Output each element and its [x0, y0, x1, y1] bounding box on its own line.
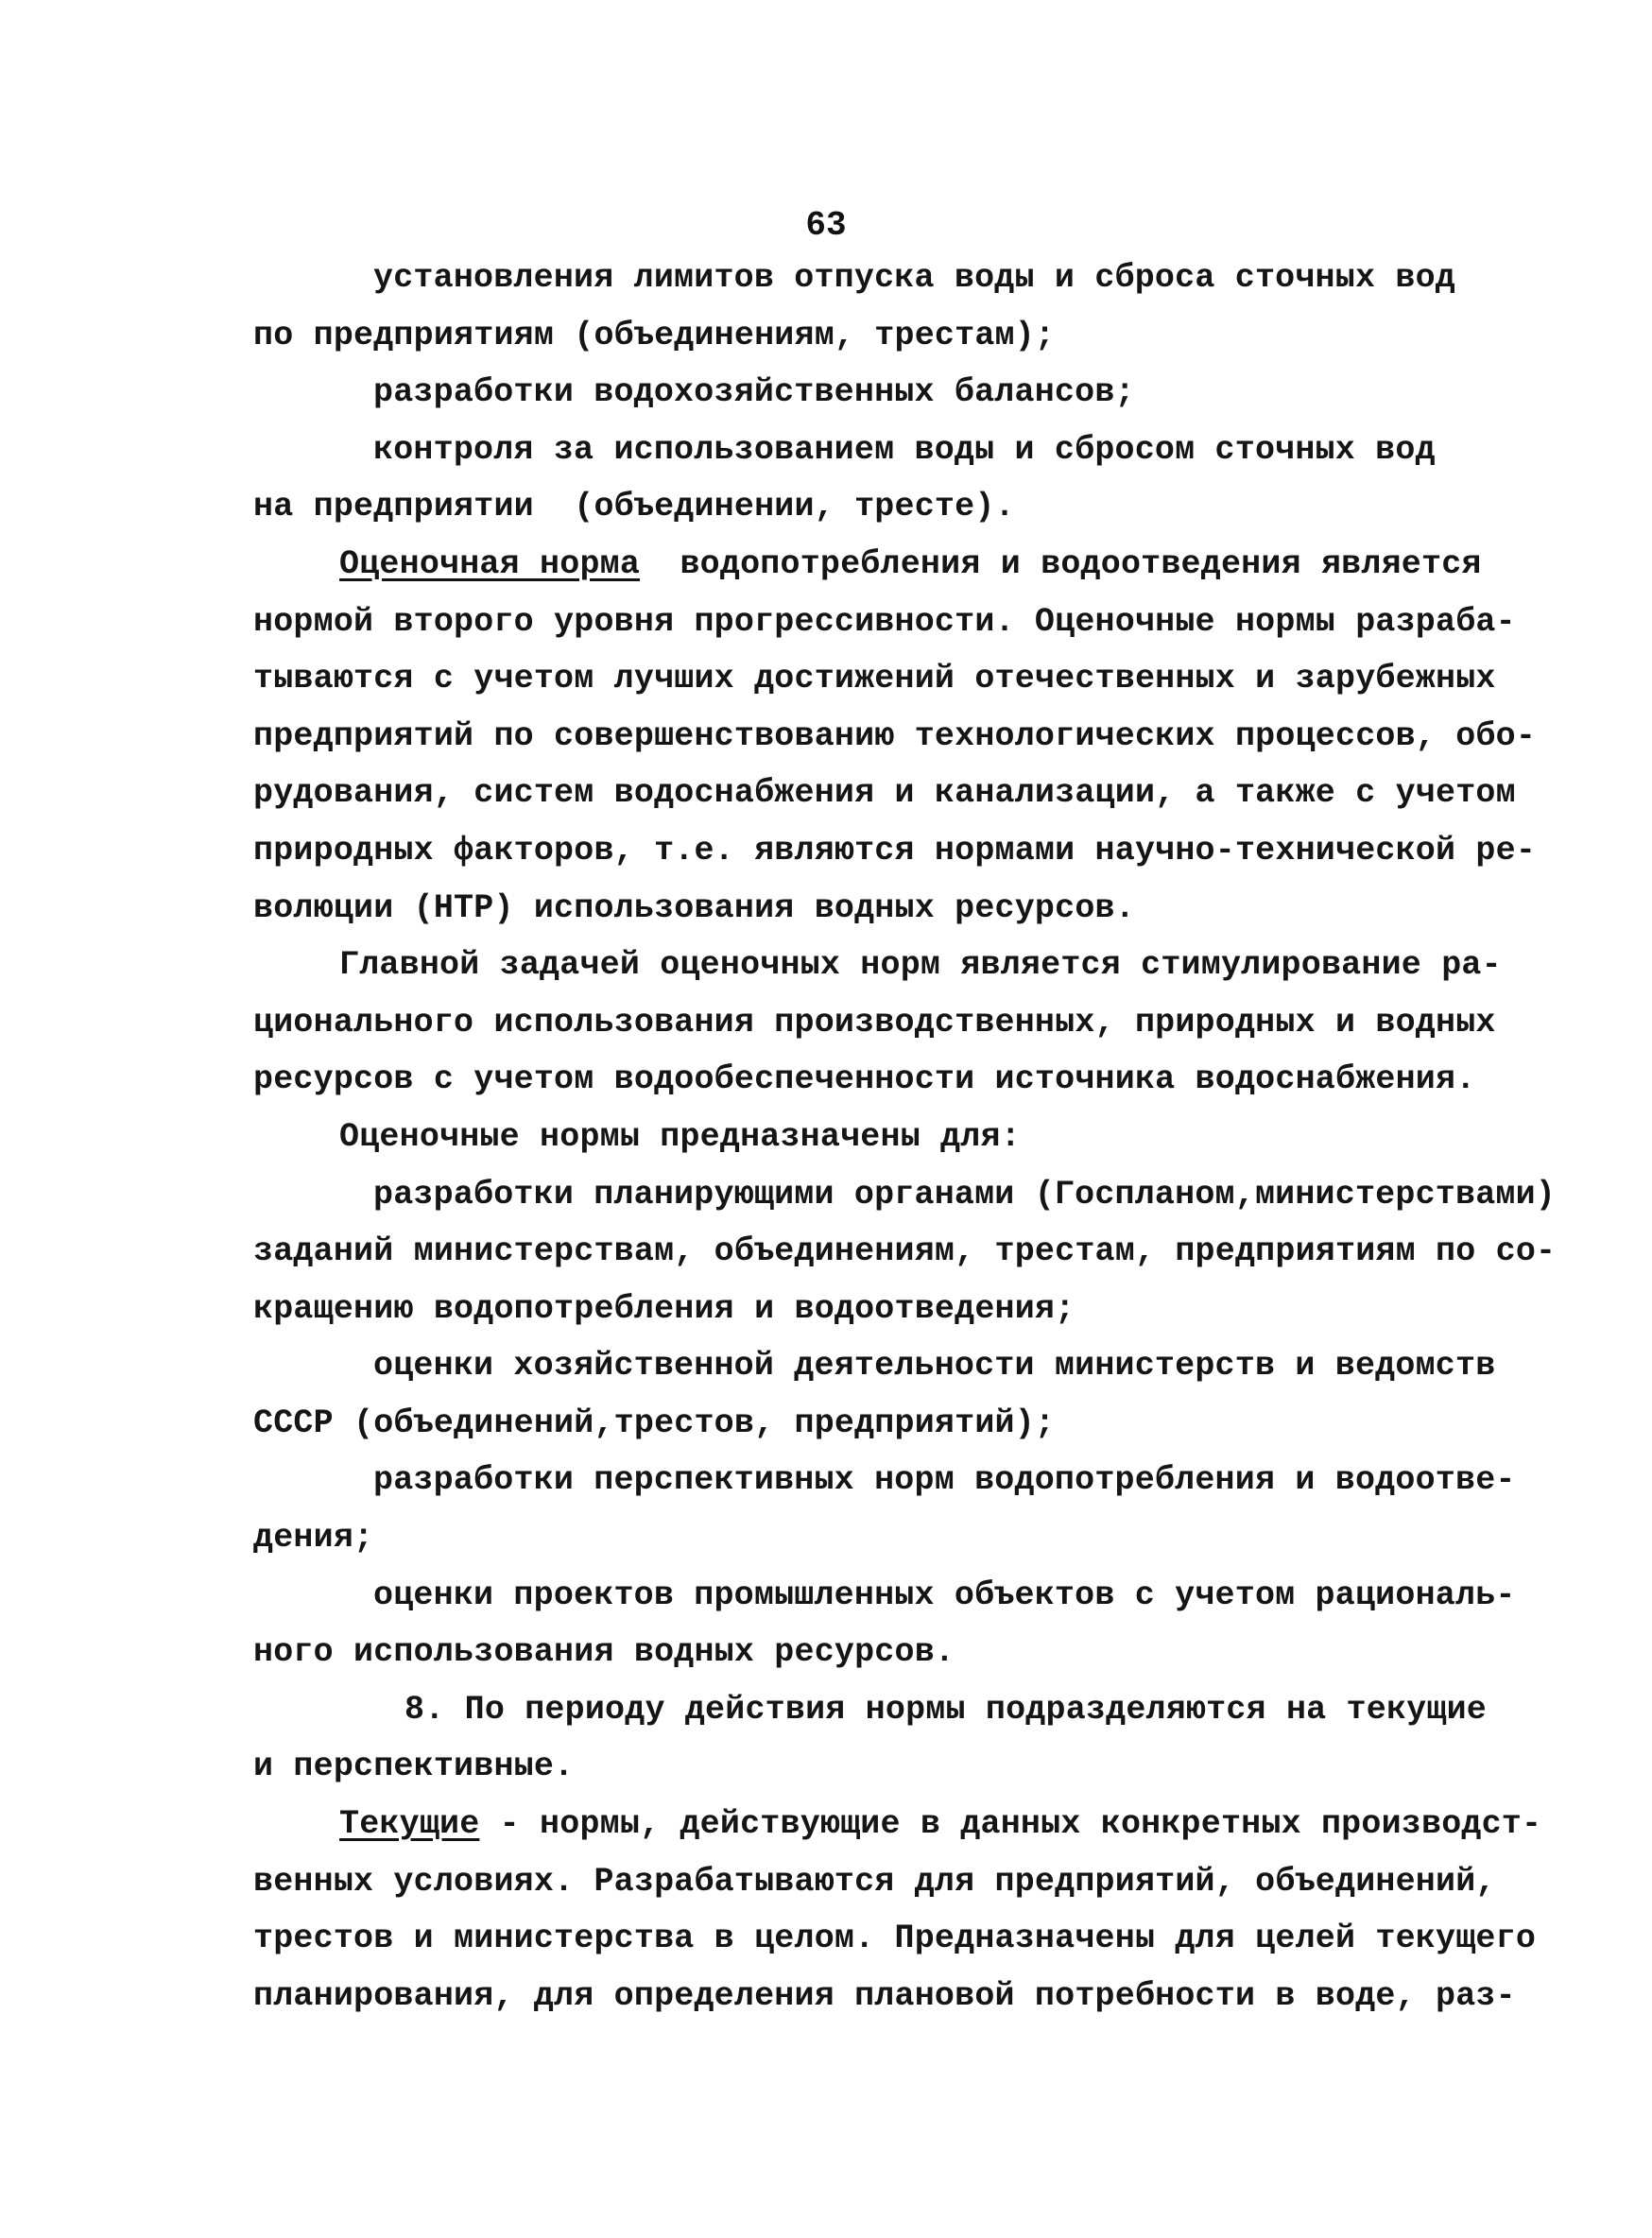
text-line: тываются с учетом лучших достижений отечественных и зарубежных	[253, 660, 1496, 698]
text-line	[253, 536, 1482, 594]
text-line: контроля за использованием воды и сбросом сточных вод	[373, 430, 1436, 469]
underlined-term: Текущие	[339, 1805, 480, 1844]
text-segment: водопотребления и водоотведения является	[640, 544, 1482, 583]
text-segment: - нормы, действующие в данных конкретных производст-	[479, 1805, 1542, 1844]
text-line: оценки хозяйственной деятельности министерств и ведомств	[373, 1347, 1496, 1386]
underlined-term: Оценочная норма	[339, 544, 641, 583]
text-line: волюции (НТР) использования водных ресурсов.	[253, 888, 1135, 927]
text-line	[253, 1796, 1542, 1853]
page-number: 63	[805, 206, 847, 245]
text-line: СССР (объединений,трестов, предприятий);	[253, 1403, 1056, 1442]
text-line: заданий министерствам, объединениям, трестам, предприятиям по со-	[253, 1232, 1557, 1271]
text-line: ционального использования производственных, природных и водных	[253, 1003, 1496, 1042]
text-line: оценки проектов промышленных объектов с учетом рациональ-	[373, 1575, 1516, 1614]
text-line: разработки водохозяйственных балансов;	[373, 373, 1135, 412]
text-line: на предприятии (объединении, тресте).	[253, 488, 1015, 526]
text-line: по предприятиям (объединениям, трестам);	[253, 316, 1056, 354]
text-line: ного использования водных ресурсов.	[253, 1633, 955, 1672]
text-line: дения;	[253, 1519, 374, 1558]
text-line: установления лимитов отпуска воды и сброса сточных вод	[373, 259, 1455, 297]
text-line: рудования, систем водоснабжения и канализации, а также с учетом	[253, 774, 1516, 813]
text-line: разработки перспективных норм водопотребления и водоотве-	[373, 1461, 1516, 1500]
text-line: предприятий по совершенствованию технологических процессов, обо-	[253, 716, 1537, 755]
text-line: Оценочные нормы предназначены для:	[339, 1117, 1021, 1156]
text-line: Главной задачей оценочных норм является стимулирование ра-	[339, 946, 1502, 985]
text-line: природных факторов, т.е. являются нормами научно-технической ре-	[253, 831, 1537, 869]
text-line: кращению водопотребления и водоотведения;	[253, 1289, 1076, 1328]
text-line: 8. По периоду действия нормы подразделяются на текущие	[404, 1690, 1487, 1729]
text-line: трестов и министерства в целом. Предназначены для целей текущего	[253, 1920, 1537, 1958]
text-line: венных условиях. Разрабатываются для предприятий, объединений,	[253, 1862, 1496, 1901]
text-line: разработки планирующими органами (Госпланом,министерствами)	[373, 1175, 1557, 1214]
text-line: нормой второго уровня прогрессивности. Оценочные нормы разраба-	[253, 602, 1516, 641]
text-line: и перспективные.	[253, 1747, 575, 1786]
text-line: ресурсов с учетом водообеспеченности источника водоснабжения.	[253, 1060, 1476, 1099]
document-body	[253, 250, 1557, 2024]
text-line: планирования, для определения плановой потребности в воде, раз-	[253, 1976, 1516, 2015]
